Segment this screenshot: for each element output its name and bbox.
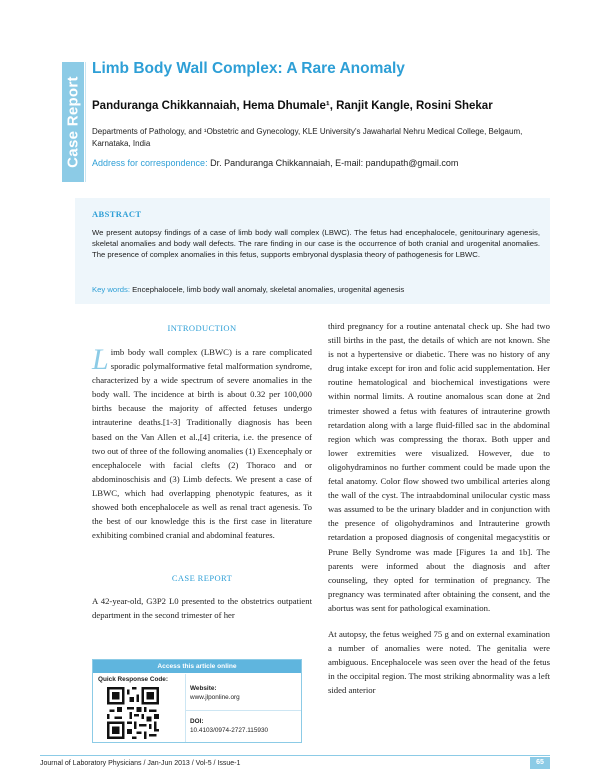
footer-rule xyxy=(40,755,550,756)
access-online-box xyxy=(92,659,302,743)
website-link[interactable]: www.jlponline.org xyxy=(190,694,240,701)
article-type-tab xyxy=(62,62,84,182)
right-column xyxy=(328,319,550,697)
right-paragraph-2: At autopsy, the fetus weighed 75 g and on external examination a number of anomalies were noted. The genitalia were ambiguous. Encephalocele was seen over the head of the fetus in the occipital region. The most striking abnormality was a left sided anterior xyxy=(328,628,550,696)
introduction-text: imb body wall complex (LBWC) is a rare complicated sporadic polymalformative fetal malformation syndrome, characterized by a wide spectrum of severe anomalies in the body wall. The incidence at birth is about 0.32 per 100,000 births because the majority of affected fetuses undergo intrauterine deaths.[1-3] Traditionally diagnosis has been based on the Van Allen et al.,[4] criteria, i.e. the presence of two out of three of the following anomalies (1) Exencephaly or encephalocele with facial clefts (2) Thoraco and or abdominoschisis and (3) Limb defects. We present a case of LBWC, which had overlapping phenotypic features, as it showed both encephalocele as well as renal tract agenesis. To the best of our knowledge this is the first case in literature exhibiting combined cranial and abdominal features. xyxy=(92,347,312,541)
qr-label: Quick Response Code: xyxy=(98,676,168,683)
footer-journal: Journal of Laboratory Physicians / Jan-Jun 2013 / Vol-5 / Issue-1 xyxy=(40,760,241,767)
correspondence-label: Address for correspondence: xyxy=(92,158,208,168)
keywords xyxy=(92,285,540,294)
keywords-text: Encephalocele, limb body wall anomaly, skeletal anomalies, urogenital agenesis xyxy=(132,285,405,294)
article-title: Limb Body Wall Complex: A Rare Anomaly xyxy=(92,60,405,77)
affiliation: Departments of Pathology, and ¹Obstetric and Gynecology, KLE University's Jawaharlal Nehru Medical College, Belgaum, Karnataka, India xyxy=(92,127,523,148)
doi-link[interactable]: 10.4103/0974-2727.115930 xyxy=(190,727,269,734)
article-type-label: Case Report xyxy=(64,76,82,168)
introduction-heading: INTRODUCTION xyxy=(167,323,237,333)
tab-divider xyxy=(85,62,86,182)
abstract-text: We present autopsy findings of a case of limb body wall complex (LBWC). The fetus had encephalocele, genitourinary agenesis, skeletal anomalies and body wall defects. The rare finding in our case is the occurrence of both cranial and urogenital anomalies. The presence of complex anomalies in this fetus, supports embryonal dysplasia theory of pathogenesis for LBWC. xyxy=(92,228,540,259)
abstract-heading: ABSTRACT xyxy=(92,209,142,219)
correspondence-text: Dr. Panduranga Chikkannaiah, E-mail: pandupath@gmail.com xyxy=(210,158,459,168)
right-paragraph-1: third pregnancy for a routine antenatal check up. She had two still births in the past, the details of which are not known. She is not a hypertensive or diabetic. There was no history of any drug intake except for iron and folic acid supplementation. Her routine hematological and biochemical investigations were within normal limits. A routine anomalous scan done at 2nd trimester showed a fetus with features of intrauterine growth retardation along with a large fluid-filled sac in the abdominal region which was compressing the thorax. Both upper and lower extremities were visualized. However, due to oligohydraminos no further comment could be made upon the fetal anatomy. Color flow showed two umbilical arteries along the wall of the cyst. The intraabdominal unilocular cystic mass was assumed to be the urinary bladder and in conjunction with the presence of oligohydraminos and Intrauterine growth retardation a proposed diagnosis of congenital megacystitis or Prune Belly Syndrome was made [Figures 1a and 1b]. The parents were informed about the diagnosis and after counseling, they opted for termination of pregnancy. The pregnancy was terminated after obtaining the consent, and the abortus was sent for pathological examination. xyxy=(328,321,550,613)
keywords-label: Key words: xyxy=(92,285,131,294)
dropcap: L xyxy=(92,343,109,376)
access-rule xyxy=(186,710,301,711)
access-divider xyxy=(185,674,186,742)
case-report-text: A 42-year-old, G3P2 L0 presented to the obstetrics outpatient department in the second trimester of her xyxy=(92,596,312,621)
case-report-heading: CASE REPORT xyxy=(171,573,233,583)
introduction-body xyxy=(92,345,312,542)
doi-label: DOI: xyxy=(190,718,204,725)
access-heading: Access this article online xyxy=(93,660,301,673)
qr-code-icon[interactable] xyxy=(107,687,159,739)
website-label: Website: xyxy=(190,685,217,692)
correspondence xyxy=(92,158,458,168)
author-list: Panduranga Chikkannaiah, Hema Dhumale¹, Ranjit Kangle, Rosini Shekar xyxy=(92,100,493,112)
page-number: 65 xyxy=(530,757,550,769)
